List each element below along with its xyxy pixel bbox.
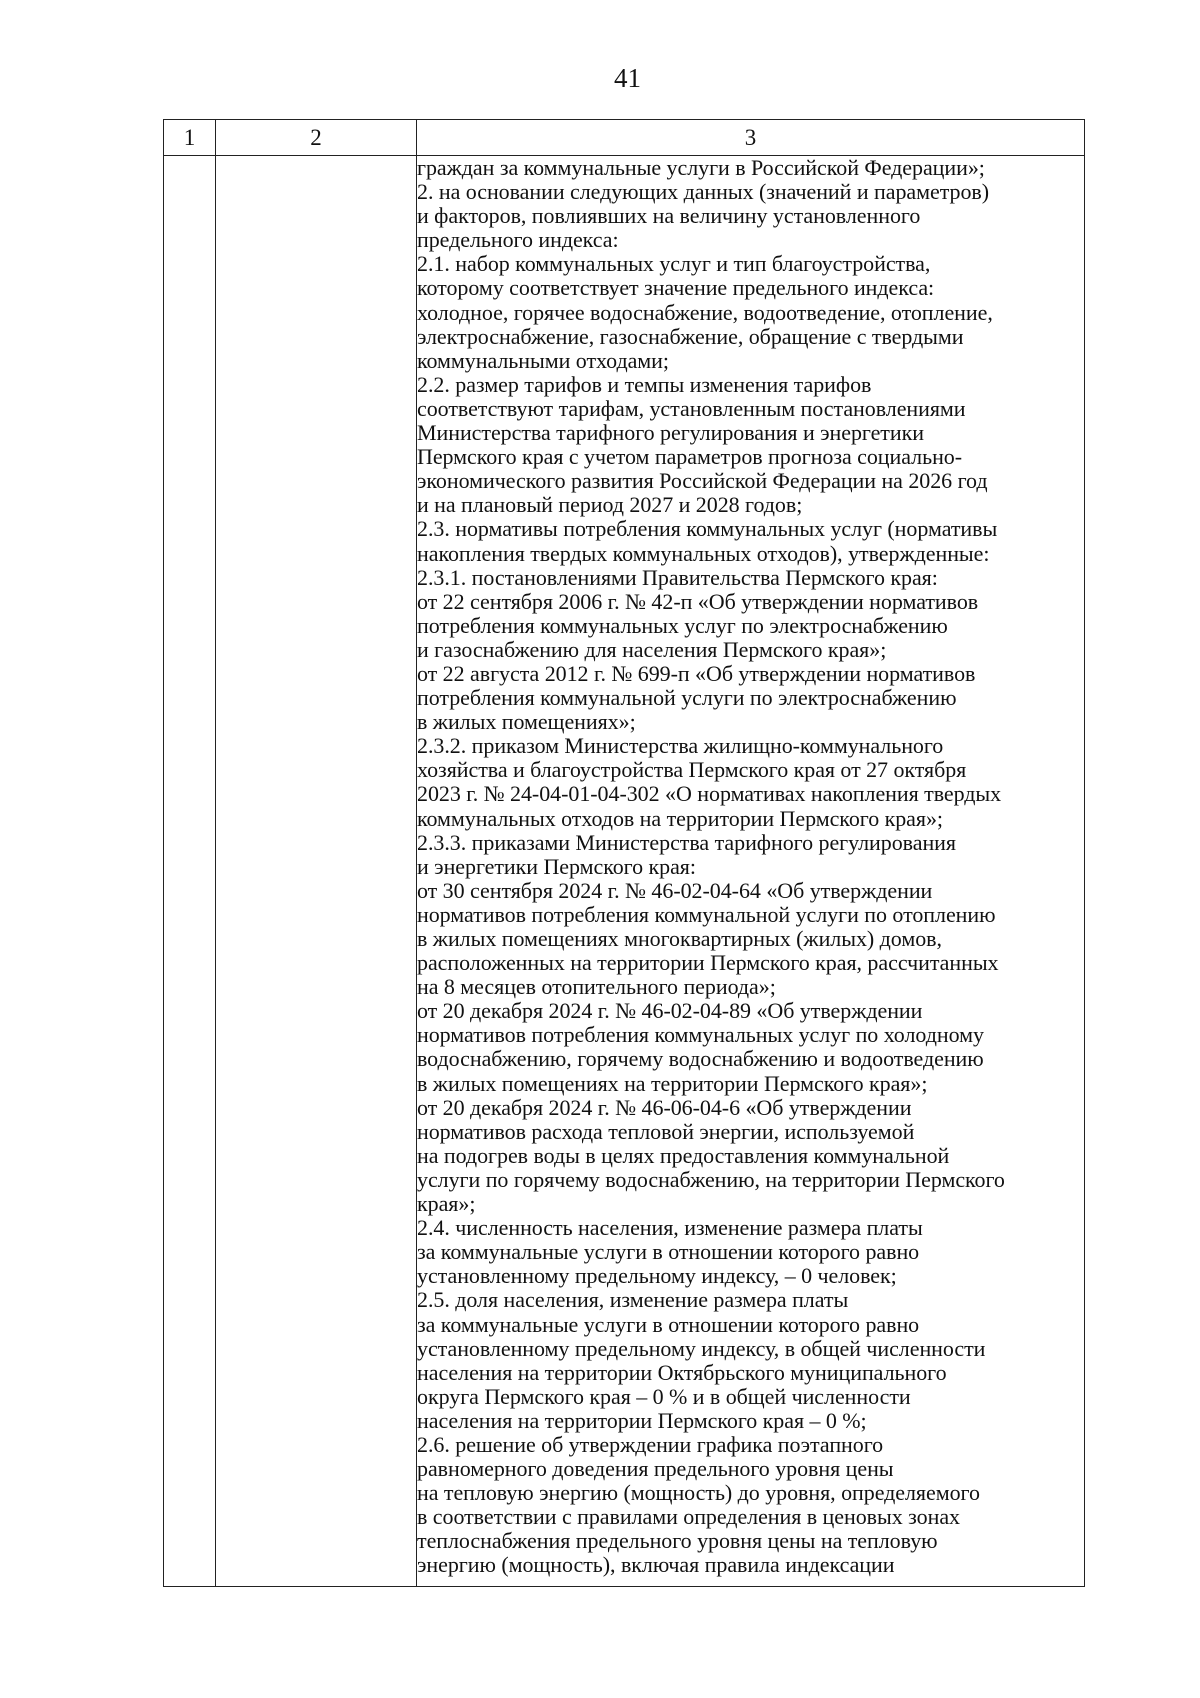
- text-line: в жилых помещениях на территории Пермского края»;: [417, 1070, 928, 1096]
- text-line: расположенных на территории Пермского края, рассчитанных: [417, 950, 999, 976]
- text-line: 2.6. решение об утверждении графика поэтапного: [417, 1431, 884, 1457]
- body-cell-col3: [417, 156, 1085, 1587]
- text-line: округа Пермского края – 0 % и в общей численности: [417, 1383, 911, 1409]
- text-line: 2023 г. № 24-04-01-04-302 «О нормативах накопления твердых: [417, 781, 1002, 807]
- text-line: на 8 месяцев отопительного периода»;: [417, 974, 776, 1000]
- text-line: от 30 сентября 2024 г. № 46-02-04-64 «Об утверждении: [417, 877, 933, 903]
- text-line: теплоснабжения предельного уровня цены на тепловую: [417, 1528, 938, 1554]
- text-line: 2.1. набор коммунальных услуг и тип благоустройства,: [417, 251, 931, 277]
- text-line: края»;: [417, 1191, 476, 1217]
- text-line: от 20 декабря 2024 г. № 46-06-04-6 «Об утверждении: [417, 1094, 912, 1120]
- text-line: коммунальных отходов на территории Пермского края»;: [417, 805, 943, 831]
- text-line: Министерства тарифного регулирования и энергетики: [417, 420, 924, 446]
- text-line: предельного индекса:: [417, 227, 619, 253]
- text-line: потребления коммунальной услуги по электроснабжению: [417, 685, 957, 711]
- text-line: потребления коммунальных услуг по электроснабжению: [417, 612, 948, 638]
- text-line: в жилых помещениях»;: [417, 709, 636, 735]
- text-line: энергию (мощность), включая правила индексации: [417, 1552, 895, 1578]
- text-line: и факторов, повлиявших на величину установленного: [417, 203, 921, 229]
- text-line: нормативов расхода тепловой энергии, используемой: [417, 1118, 915, 1144]
- text-line: на тепловую энергию (мощность) до уровня, определяемого: [417, 1480, 980, 1506]
- text-line: 2.3.3. приказами Министерства тарифного регулирования: [417, 829, 956, 855]
- text-line: экономического развития Российской Федерации на 2026 год: [417, 468, 988, 494]
- text-line: 2.4. численность населения, изменение размера платы: [417, 1215, 923, 1241]
- text-line: нормативов потребления коммунальной услуги по отоплению: [417, 901, 996, 927]
- text-line: от 22 сентября 2006 г. № 42-п «Об утверждении нормативов: [417, 588, 979, 614]
- text-line: на подогрев воды в целях предоставления коммунальной: [417, 1142, 950, 1168]
- text-line: накопления твердых коммунальных отходов), утвержденные:: [417, 540, 990, 566]
- text-line: населения на территории Пермского края – 0 %;: [417, 1407, 867, 1433]
- body-cell-col2: [216, 156, 417, 1587]
- text-line: нормативов потребления коммунальных услуг по холодному: [417, 1022, 984, 1048]
- text-line: коммунальными отходами;: [417, 347, 669, 373]
- text-line: водоснабжению, горячему водоснабжению и водоотведению: [417, 1046, 984, 1072]
- text-line: равномерного доведения предельного уровня цены: [417, 1456, 894, 1482]
- text-line: от 20 декабря 2024 г. № 46-02-04-89 «Об утверждении: [417, 998, 923, 1024]
- text-line: и газоснабжению для населения Пермского края»;: [417, 636, 887, 662]
- page-number: 41: [614, 63, 641, 93]
- text-line: 2. на основании следующих данных (значений и параметров): [417, 179, 990, 205]
- text-line: 2.5. доля населения, изменение размера платы: [417, 1287, 849, 1313]
- text-line: 2.2. размер тарифов и темпы изменения тарифов: [417, 371, 872, 397]
- text-line: и на плановый период 2027 и 2028 годов;: [417, 492, 803, 518]
- text-line: в соответствии с правилами определения в ценовых зонах: [417, 1504, 960, 1530]
- text-line: соответствуют тарифам, установленным постановлениями: [417, 395, 966, 421]
- header-cell-col1: 1: [164, 120, 216, 156]
- text-line: населения на территории Октябрьского муниципального: [417, 1359, 947, 1385]
- body-cell-col1: [164, 156, 216, 1587]
- text-line: за коммунальные услуги в отношении которого равно: [417, 1311, 920, 1337]
- table-body-row: [164, 156, 1085, 1587]
- text-line: граждан за коммунальные услуги в Российской Федерации»;: [417, 155, 985, 180]
- text-line: 2.3.2. приказом Министерства жилищно-коммунального: [417, 733, 944, 759]
- text-line: электроснабжение, газоснабжение, обращение с твердыми: [417, 323, 964, 349]
- text-line: Пермского края с учетом параметров прогноза социально-: [417, 444, 963, 470]
- document-table: [163, 119, 1085, 1587]
- text-line: хозяйства и благоустройства Пермского края от 27 октября: [417, 757, 967, 783]
- text-line: установленному предельному индексу, – 0 человек;: [417, 1263, 897, 1289]
- text-line: холодное, горячее водоснабжение, водоотведение, отопление,: [417, 299, 993, 325]
- text-line: от 22 августа 2012 г. № 699-п «Об утверждении нормативов: [417, 660, 976, 686]
- header-cell-col3: 3: [417, 120, 1085, 156]
- text-line: и энергетики Пермского края:: [417, 853, 696, 879]
- text-line: услуги по горячему водоснабжению, на территории Пермского: [417, 1166, 1005, 1192]
- table-header-row: [164, 120, 1085, 156]
- text-line: которому соответствует значение предельного индекса:: [417, 275, 935, 301]
- text-line: 2.3.1. постановлениями Правительства Пермского края:: [417, 564, 938, 590]
- text-line: установленному предельному индексу, в общей численности: [417, 1335, 986, 1361]
- header-cell-col2: 2: [216, 120, 417, 156]
- text-line: в жилых помещениях многоквартирных (жилых) домов,: [417, 926, 942, 951]
- text-line: за коммунальные услуги в отношении которого равно: [417, 1239, 920, 1265]
- text-line: 2.3. нормативы потребления коммунальных услуг (нормативы: [417, 516, 998, 542]
